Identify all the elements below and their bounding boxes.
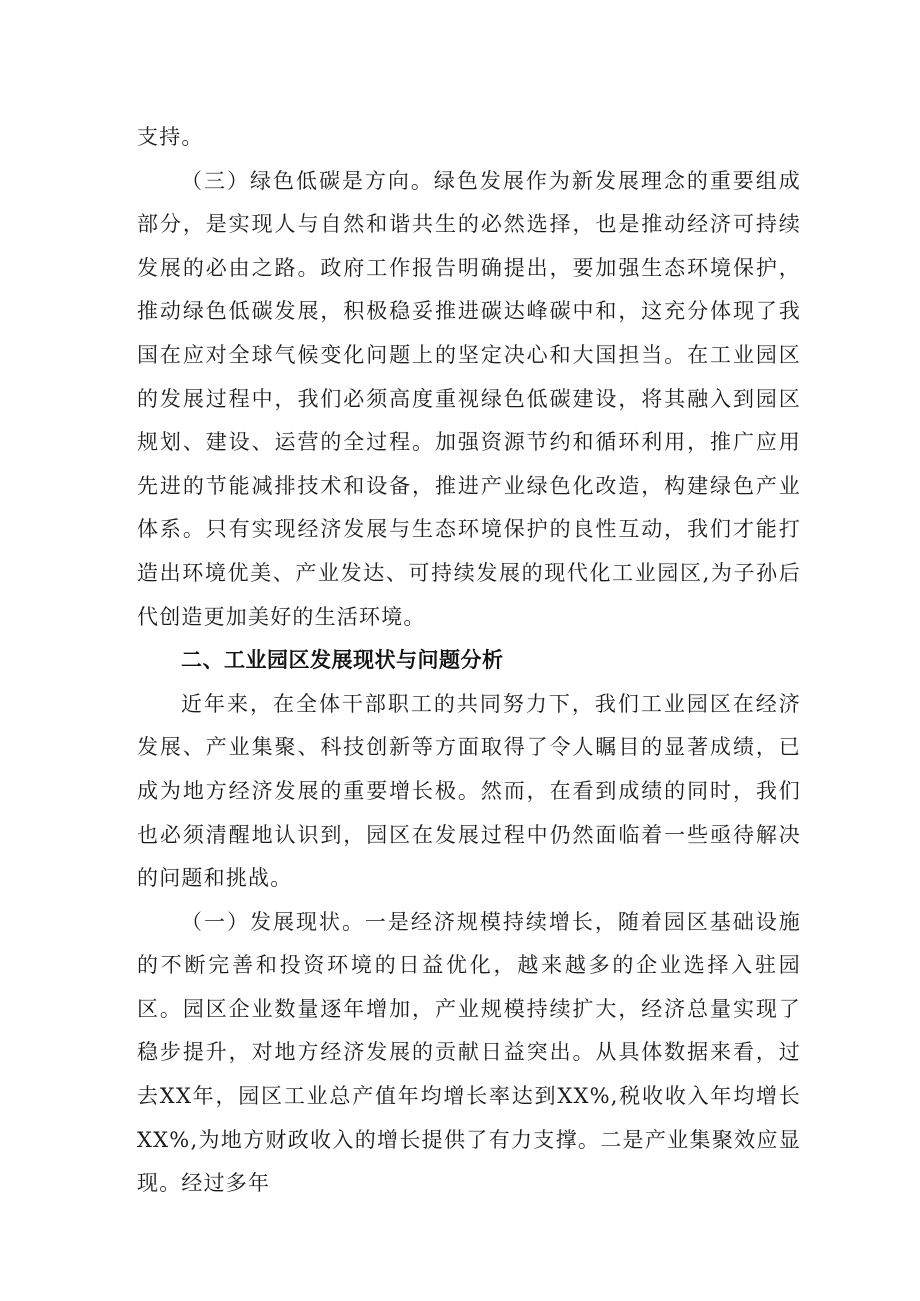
document-body — [137, 116, 801, 1206]
paragraph-overview: 近年来，在全体干部职工的共同努力下，我们工业园区在经济发展、产业集聚、科技创新等方面取得了令人瞩目的显著成绩，已成为地方经济发展的重要增长极。然而，在看到成绩的同时，我们也必须清醒地认识到，园区在发展过程中仍然面临着一些亟待解决的问题和挑战。 — [137, 691, 801, 891]
paragraph-development-status: （一）发展现状。一是经济规模持续增长，随着园区基础设施的不断完善和投资环境的日益优化，越来越多的企业选择入驻园区。园区企业数量逐年增加，产业规模持续扩大，经济总量实现了稳步提升，对地方经济发展的贡献日益突出。从具体数据来看，过去XX年，园区工业总产值年均增长率达到XX%,税收收入年均增长XX%,为地方财政收入的增长提供了有力支撑。二是产业集聚效应显现。经过多年 — [137, 909, 801, 1196]
paragraph-continuation: 支持。 — [137, 125, 204, 149]
paragraph-green-low-carbon: （三）绿色低碳是方向。绿色发展作为新发展理念的重要组成部分，是实现人与自然和谐共生的必然选择，也是推动经济可持续发展的必由之路。政府工作报告明确提出，要加强生态环境保护，推动绿色低碳发展，积极稳妥推进碳达峰碳中和，这充分体现了我国在应对全球气候变化问题上的坚定决心和大国担当。在工业园区的发展过程中，我们必须高度重视绿色低碳建设，将其融入到园区规划、建设、运营的全过程。加强资源节约和循环利用，推广应用先进的节能减排技术和设备，推进产业绿色化改造，构建绿色产业体系。只有实现经济发展与生态环境保护的良性互动，我们才能打造出环境优美、产业发达、可持续发展的现代化工业园区,为子孙后代创造更加美好的生活环境。 — [137, 168, 801, 629]
section-heading: 二、工业园区发展现状与问题分析 — [181, 648, 504, 673]
